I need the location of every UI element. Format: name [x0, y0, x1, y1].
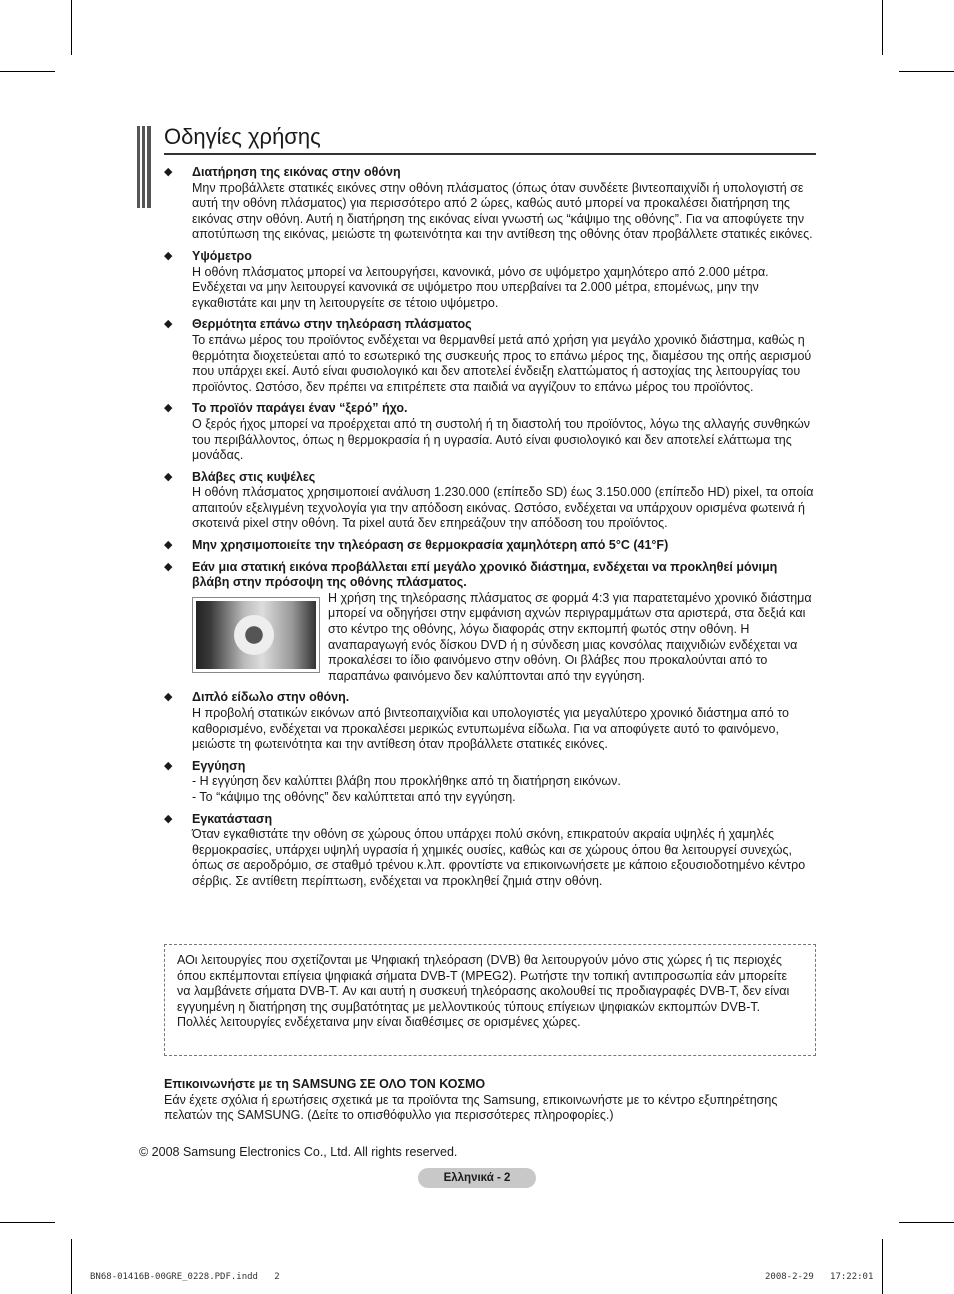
item-heading: Εγγύηση: [192, 758, 246, 773]
item-heading: Το προϊόν παράγει έναν “ξερό” ήχο.: [192, 401, 408, 416]
bullet-icon: ◆: [164, 539, 173, 552]
bullet-icon: ◆: [164, 249, 173, 262]
instructions-list: [164, 165, 818, 896]
bullet-icon: ◆: [164, 318, 173, 331]
list-item: [164, 812, 818, 890]
bullet-icon: ◆: [164, 812, 173, 825]
copyright: © 2008 Samsung Electronics Co., Ltd. All rights reserved.: [139, 1145, 458, 1159]
item-body: Η προβολή στατικών εικόνων από βιντεοπαιχνίδια και υπολογιστές για μεγαλύτερο χρονικό διάστημα από το καθορισμένο, ενδέχεται να προκαλέσει μερικώς εντυπωμένα είδωλα. Για να αποφύγετε αυτό το φαινόμενο, μειώστε τη φωτεινότητα και την αντίθεση όταν προβάλλετε στατικές εικόνες.: [192, 706, 789, 752]
bullet-icon: ◆: [164, 470, 173, 483]
item-body: Η οθόνη πλάσματος μπορεί να λειτουργήσει, κανονικά, μόνο σε υψόμετρο χαμηλότερο από 2.000 μέτρα. Ενδέχεται να μην λειτουργεί κανονικά σε υψόμετρο που υπερβαίνει τα 2.000 μέτρα, επομένως, μην την εγκαθιστάτε και μην τη λειτουργείτε σε τέτοιο υψόμετρο.: [192, 264, 769, 310]
list-item: [164, 470, 818, 532]
contact-section: [164, 1077, 814, 1124]
page-title: Οδηγίες χρήσης: [164, 124, 816, 155]
list-item: [164, 759, 818, 806]
item-heading: Υψόμετρο: [192, 248, 252, 263]
screen-burn-image: [192, 597, 320, 673]
item-body: Η οθόνη πλάσματος χρησιμοποιεί ανάλυση 1.230.000 (επίπεδο SD) έως 3.150.000 (επίπεδο HD) pixel, τα οποία απαιτούν εξελιγμένη τεχνολογία για την απόδοση εικόνας. Ωστόσο, ενδέχεται να υπάρχουν ορισμένα φωτεινά ή σκοτεινά pixel στην οθόνη. Τα pixel αυτά δεν επηρεάζουν την απόδοση του προϊόντος.: [192, 485, 814, 531]
list-item: [164, 538, 818, 554]
page-number-badge: Ελληνικά - 2: [418, 1168, 536, 1188]
item-body: Ο ξερός ήχος μπορεί να προέρχεται από τη συστολή ή τη διαστολή του προϊόντος, λόγω της αλλαγής συνθηκών του περιβάλλοντος, όπως η θερμοκρασία ή η υγρασία. Αυτό είναι φυσιολογικό και δεν αποτελεί ελάττωμα της μονάδας.: [192, 416, 810, 463]
crop-mark: [899, 71, 954, 72]
print-date-info: 2008-2-29 17:22:01: [765, 1272, 874, 1282]
crop-mark: [882, 1239, 883, 1294]
list-item: [164, 317, 818, 395]
item-body: - Η εγγύηση δεν καλύπτει βλάβη που προκλήθηκε από τη διατήρηση εικόνων. - Το “κάψιμο της οθόνης” δεν καλύπτεται από την εγγύηση.: [192, 774, 621, 804]
item-heading: Βλάβες στις κυψέλες: [192, 469, 316, 484]
list-item: [164, 690, 818, 752]
item-body: Η χρήση της τηλεόρασης πλάσματος σε φορμά 4:3 για παρατεταμένο χρονικό διάστημα μπορεί να οδηγήσει στην εμφάνιση αχνών περιγραμμάτων στα αριστερά, στα δεξιά και στο κέντρο της οθόνης, λόγω διαφοράς στην εκπομπή φωτός στην οθόνη. Η αναπαραγωγή ενός δίσκου DVD ή η σύνδεση μιας κονσόλας παιχνιδιών ενδέχεται να προκαλέσει το ίδιο φαινόμενο στην οθόνη. Οι βλάβες που προκαλούνται από το παραπάνω φαινόμενο δεν καλύπτονται από την εγγύηση.: [328, 590, 812, 683]
item-heading: Θερμότητα επάνω στην τηλεόραση πλάσματος: [192, 317, 472, 332]
notice-text: ΑΟι λειτουργίες που σχετίζονται με Ψηφιακή τηλεόραση (DVB) θα λειτουργούν μόνο στις χώρες ή τις περιοχές όπου εκπέμπονται επίγεια ψηφιακά σήματα DVB-T (MPEG2). Ρωτήστε την τοπική αντιπροσωπία εάν μπορείτε να λαμβάνετε σήματα DVB-T. Αν και αυτή η συσκευή τηλεόρασης ακολουθεί τις προδιαγραφές DVB-T, δεν είναι εγγυημένη η διατήρηση της συμβατότητας με μελλοντικούς τύπους επίγειων ψηφιακών εκπομπών DVB-T. Πολλές λειτουργίες ενδέχεταινα μην είναι διαθέσιμες σε ορισμένες χώρες.: [177, 953, 790, 1030]
crop-mark: [0, 1222, 55, 1223]
print-file-info: BN68-01416B-00GRE_0228.PDF.indd 2: [90, 1272, 280, 1282]
contact-title: Επικοινωνήστε με τη SAMSUNG ΣΕ ΟΛΟ ΤΟΝ ΚΟΣΜΟ: [164, 1077, 486, 1091]
crop-mark: [899, 1222, 954, 1223]
contact-body: Εάν έχετε σχόλια ή ερωτήσεις σχετικά με τα προϊόντα της Samsung, επικοινωνήστε με το κέντρο εξυπηρέτησης πελατών της SAMSUNG. (Δείτε το οπισθόφυλλο για περισσότερες πληροφορίες.): [164, 1092, 778, 1123]
list-item: [164, 249, 818, 311]
item-heading: Διατήρηση της εικόνας στην οθόνη: [192, 165, 401, 179]
crop-mark: [0, 71, 55, 72]
item-body: Όταν εγκαθιστάτε την οθόνη σε χώρους όπου υπάρχει πολύ σκόνη, επικρατούν ακραία υψηλές ή χαμηλές θερμοκρασίες, υπάρχει υψηλή υγρασία ή χημικές ουσίες, καθώς και σε χώρους όπου θα λειτουργεί συνεχώς, όπως σε αεροδρόμιο, σε σταθμό τρένου κ.λπ. φροντίστε να επικοινωνήσετε με κάποιο εξουσιοδοτημένο κέντρο σέρβις. Σε αντίθετη περίπτωση, ενδέχεται να προκληθεί ζημιά στην οθόνη.: [192, 827, 806, 888]
item-heading: Εάν μια στατική εικόνα προβάλλεται επί μεγάλο χρονικό διάστημα, ενδέχεται να προκληθεί μόνιμη βλάβη στην πρόσοψη της οθόνης πλάσματος.: [192, 559, 778, 590]
dvb-notice-box: [164, 944, 816, 1056]
item-heading: Μην χρησιμοποιείτε την τηλεόραση σε θερμοκρασία χαμηλότερη από 5°C (41°F): [192, 538, 669, 553]
list-item: [164, 401, 818, 463]
bullet-icon: ◆: [164, 166, 173, 178]
bullet-icon: ◆: [164, 759, 173, 772]
item-body: Το επάνω μέρος του προϊόντος ενδέχεται να θερμανθεί μετά από χρήση για μεγάλο χρονικό διάστημα, καθώς η θερμότητα διοχετεύεται από το εσωτερικό της συσκευής προς το επάνω μέρος της, διαμέσου της οπής αερισμού που υπάρχει εκεί. Αυτό είναι φυσιολογικό και δεν αποτελεί ένδειξη ελαττώματος ή αστοχίας της λειτουργίας του προϊόντος. Ωστόσο, δεν πρέπει να επιτρέπετε στα παιδιά να αγγίζουν το επάνω μέρος του προϊόντος.: [192, 332, 812, 394]
crop-mark: [882, 0, 883, 55]
list-item: [164, 165, 818, 243]
bullet-icon: ◆: [164, 691, 173, 704]
bullet-icon: ◆: [164, 402, 173, 415]
crop-mark: [71, 1239, 72, 1294]
bullet-icon: ◆: [164, 560, 173, 573]
item-heading: Διπλό είδωλο στην οθόνη.: [192, 690, 350, 705]
list-item: [164, 560, 818, 685]
crop-mark: [71, 0, 72, 55]
item-body: Μην προβάλλετε στατικές εικόνες στην οθόνη πλάσματος (όπως όταν συνδέετε βιντεοπαιχνίδι ή υπολογιστή σε αυτή την οθόνη πλάσματος) για περισσότερο από 2 ώρες, καθώς αυτό μπορεί να προκαλέσει διατήρηση της εικόνας στην οθόνη. Αυτή η διατήρηση της εικόνας είναι γνωστή ως “κάψιμο της οθόνης”. Για να αποφύγετε την αποτύπωση της εικόνας, μειώστε τη φωτεινότητα και την αντίθεση της οθόνης όταν προβάλλετε στατικές εικόνες.: [192, 180, 813, 242]
item-heading: Εγκατάσταση: [192, 811, 273, 826]
